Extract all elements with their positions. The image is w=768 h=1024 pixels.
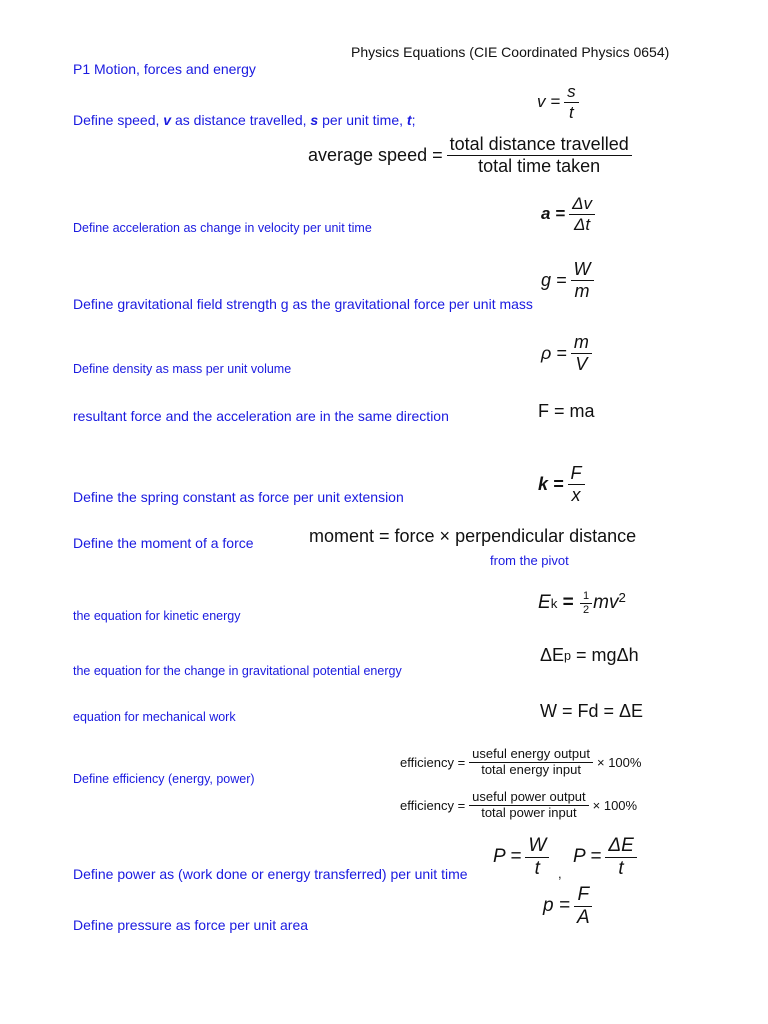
efficiency-energy-equation [400, 747, 641, 778]
ke-equals: = [557, 592, 579, 614]
speed-text-3: per unit time, [318, 112, 407, 128]
document-title: Physics Equations (CIE Coordinated Physics 0654) [351, 44, 670, 60]
power-definition: Define power as (work done or energy transferred) per unit time [73, 866, 468, 882]
ke-half-den: 2 [583, 603, 590, 616]
spring-eq-num: F [568, 463, 585, 485]
work-equation: W = Fd = ΔE [540, 701, 644, 721]
average-speed-equation [308, 134, 636, 176]
speed-eq-den: t [569, 102, 574, 122]
density-eq-lhs: ρ = [541, 342, 567, 363]
kinetic-energy-definition: the equation for kinetic energy [73, 609, 241, 623]
acceleration-definition: Define acceleration as change in velocity per unit time [73, 221, 372, 235]
ke-symbol-e: E [538, 592, 551, 614]
eff-energy-lhs: efficiency = [400, 754, 466, 770]
efficiency-power-equation [400, 790, 637, 821]
power-separator: , [558, 866, 562, 881]
moment-equation: moment = force × perpendicular distance [309, 526, 637, 546]
speed-eq-lhs: v = [537, 92, 561, 112]
accel-eq-num: Δv [569, 194, 595, 215]
pressure-definition: Define pressure as force per unit area [73, 917, 309, 933]
speed-text-2: as distance travelled, [171, 112, 311, 128]
eff-energy-num: useful energy output [469, 747, 593, 763]
spring-constant-definition: Define the spring constant as force per unit extension [73, 489, 404, 505]
density-equation [541, 332, 596, 374]
moment-note: from the pivot [490, 553, 569, 568]
pressure-equation [543, 884, 597, 929]
pe-subscript: p [564, 648, 572, 663]
density-eq-den: V [575, 353, 588, 374]
efficiency-definition: Define efficiency (energy, power) [73, 772, 255, 786]
gravity-equation [541, 259, 598, 301]
power-equation-energy [573, 835, 641, 880]
spring-eq-lhs: k = [538, 473, 564, 494]
force-equation: F = ma [538, 401, 595, 421]
gravity-eq-den: m [574, 280, 590, 301]
accel-eq-lhs: a = [541, 204, 566, 224]
speed-equation [537, 82, 583, 122]
potential-energy-definition: the equation for the change in gravitational potential energy [73, 664, 402, 678]
gravity-definition: Define gravitational field strength g as the gravitational force per unit mass [73, 296, 533, 312]
pe-post: = mgΔh [571, 645, 639, 665]
eff-energy-tail: × 100% [596, 754, 642, 770]
ke-superscript: 2 [618, 590, 626, 605]
speed-definition [73, 112, 415, 128]
speed-symbol-t: t [406, 112, 412, 128]
moment-definition: Define the moment of a force [73, 535, 254, 551]
avg-speed-num: total distance travelled [447, 134, 632, 156]
potential-energy-equation [540, 645, 639, 666]
speed-text-4: ; [411, 112, 416, 128]
power-equation-work [493, 835, 553, 880]
density-definition: Define density as mass per unit volume [73, 362, 292, 376]
kinetic-energy-equation [538, 590, 626, 616]
power1-den: t [534, 857, 540, 879]
section-heading: P1 Motion, forces and energy [73, 61, 256, 77]
gravity-eq-lhs: g = [541, 269, 567, 290]
power1-num: W [525, 835, 549, 858]
pressure-eq-lhs: p = [543, 895, 570, 917]
avg-speed-lhs: average speed = [308, 144, 443, 165]
power2-lhs: P = [573, 846, 602, 868]
gravity-eq-num: W [571, 259, 594, 281]
eff-power-tail: × 100% [592, 797, 638, 813]
acceleration-equation [541, 194, 599, 234]
eff-power-den: total power input [481, 804, 577, 820]
accel-eq-den: Δt [573, 214, 591, 234]
eff-power-num: useful power output [469, 790, 588, 806]
power1-lhs: P = [493, 846, 522, 868]
power2-num: ΔE [605, 835, 636, 858]
ke-subscript: k [550, 595, 558, 611]
eff-energy-den: total energy input [481, 761, 581, 777]
spring-equation [538, 463, 589, 505]
spring-eq-den: x [571, 484, 581, 505]
speed-eq-num: s [564, 82, 579, 103]
speed-symbol-v: v [163, 112, 172, 128]
resultant-force-definition: resultant force and the acceleration are in the same direction [73, 408, 449, 424]
pressure-eq-num: F [574, 884, 592, 907]
speed-symbol-s: s [310, 112, 319, 128]
power2-den: t [618, 857, 624, 879]
pe-pre: ΔE [540, 645, 565, 665]
work-definition: equation for mechanical work [73, 710, 236, 724]
ke-half-num: 1 [580, 590, 592, 604]
density-eq-num: m [571, 332, 592, 354]
eff-power-lhs: efficiency = [400, 797, 466, 813]
ke-mv: mv [593, 592, 619, 614]
pressure-eq-den: A [576, 906, 590, 928]
avg-speed-den: total time taken [478, 155, 601, 176]
speed-text-1: Define speed, [73, 112, 164, 128]
